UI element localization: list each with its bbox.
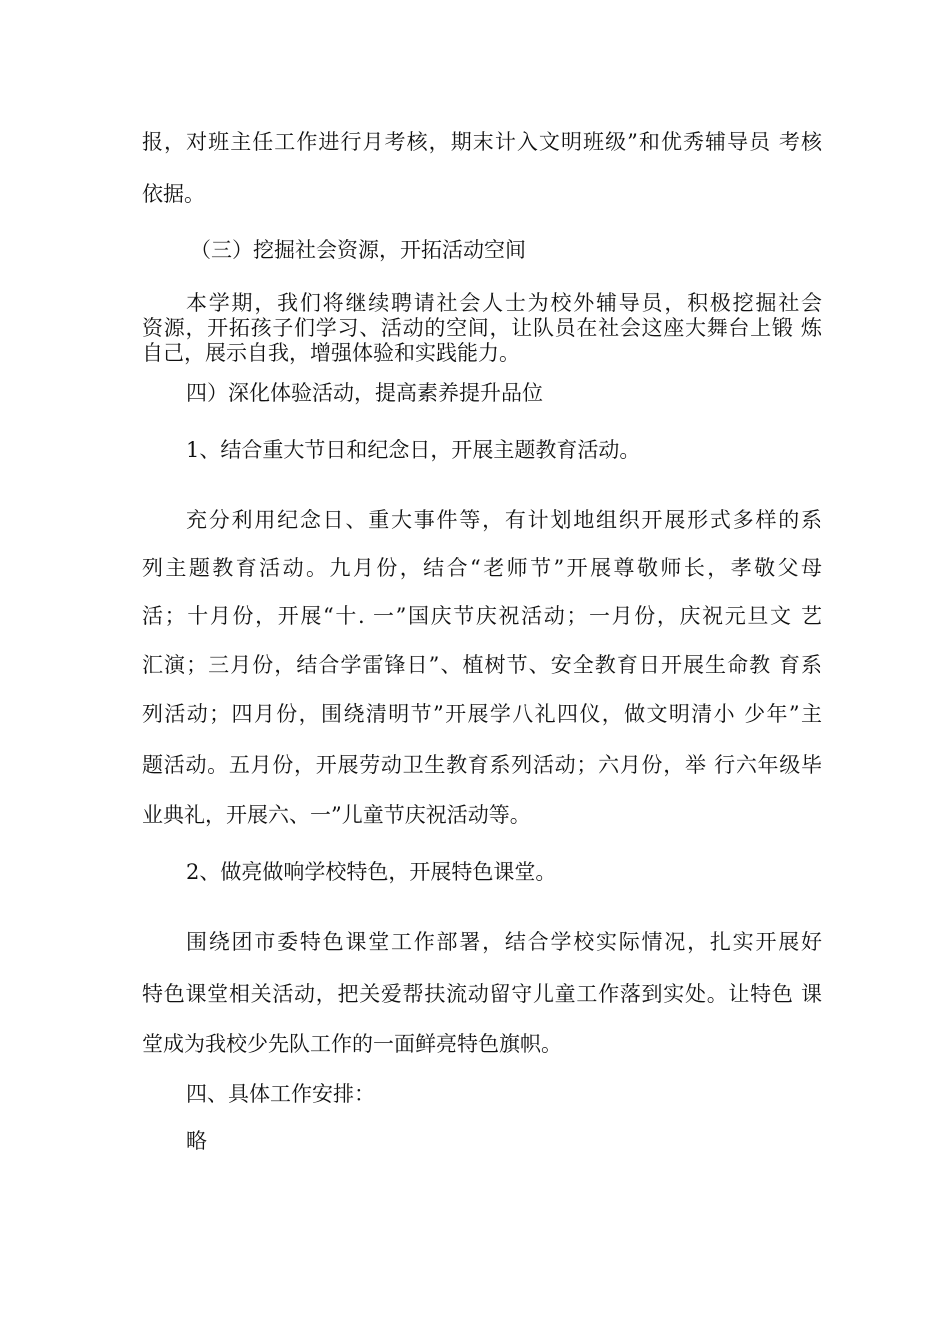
text-line-5: 资源，开拓孩子们学习、活动的空间，让队员在社会这座大舞台上锻 炼 (142, 316, 822, 340)
text-line-12: 汇演；三月份，结合学雷锋日”、植树节、安全教育日开展生命教 育系 (142, 653, 822, 677)
text-line-2: 依据。 (142, 182, 205, 206)
text-line-6: 自己，展示自我，增强体验和实践能力。 (142, 341, 520, 365)
text-line-13: 列活动；四月份，围绕清明节”开展学八礼四仪，做文明清小 少年”主 (142, 702, 822, 726)
section-heading-3: （三）挖掘社会资源，开拓活动空间 (190, 238, 526, 262)
subsection-heading-1: 1、结合重大节日和纪念日，开展主题教育活动。 (186, 438, 641, 462)
text-line-19: 堂成为我校少先队工作的一面鲜亮特色旗帜。 (142, 1032, 562, 1056)
section-heading-work-plan: 四、具体工作安排： (186, 1082, 375, 1106)
text-line-15: 业典礼，开展六、一”儿童节庆祝活动等。 (142, 803, 531, 827)
text-line-10: 列主题教育活动。九月份，结合“老师节”开展尊敬师长，孝敬父母 (142, 556, 822, 580)
section-heading-4: 四）深化体验活动，提高素养提升品位 (186, 381, 543, 405)
text-line-14: 题活动。五月份，开展劳动卫生教育系列活动；六月份，举 行六年级毕 (142, 753, 822, 777)
text-line-1: 报，对班主任工作进行月考核，期末计入文明班级”和优秀辅导员 考核 (142, 130, 822, 154)
text-line-11: 活；十月份，开展“十. 一”国庆节庆祝活动；一月份，庆祝元旦文 艺 (142, 604, 822, 628)
text-line-9: 充分利用纪念日、重大事件等，有计划地组织开展形式多样的系 (186, 508, 822, 532)
text-line-18: 特色课堂相关活动，把关爱帮扶流动留守儿童工作落到实处。让特色 课 (142, 982, 822, 1006)
text-line-17: 围绕团市委特色课堂工作部署，结合学校实际情况，扎实开展好 (186, 930, 822, 954)
subsection-heading-2: 2、做亮做响学校特色，开展特色课堂。 (186, 860, 557, 884)
text-line-4: 本学期，我们将继续聘请社会人士为校外辅导员，积极挖掘社会 (186, 291, 822, 315)
text-line-omitted: 略 (186, 1129, 207, 1153)
